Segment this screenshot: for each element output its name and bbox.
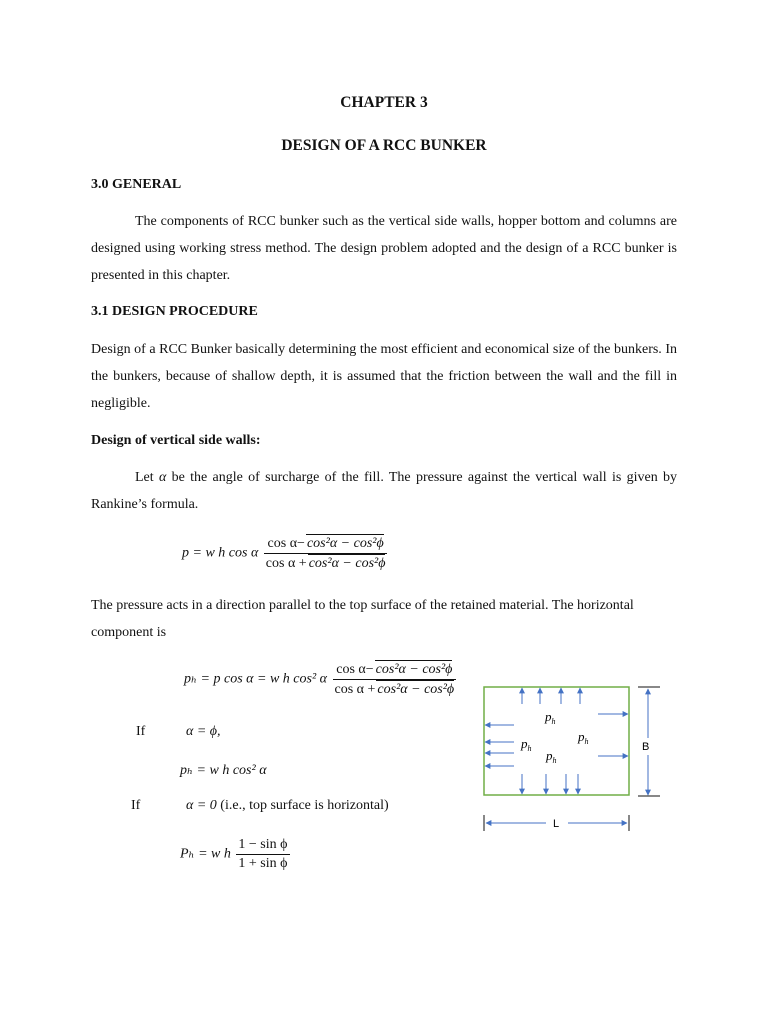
eq3-lhs: Pₕ = w h [180,846,231,862]
subheading-vertical-walls: Design of vertical side walls: [91,433,261,448]
paragraph-walls [91,464,677,518]
eq1-lhs: p = w h cos α [182,545,259,561]
case2-if: If [131,798,141,813]
case1-result: pₕ = w h cos² α [180,763,267,778]
section-heading-general: 3.0 GENERAL [91,177,182,192]
eq1-numerator: cos α− cos²α − cos²ϕ [264,534,388,554]
eq3-denominator: 1 + sin ϕ [238,856,288,871]
eq2-fraction [333,660,457,699]
dimension-ticks [484,687,660,831]
bunker-pressure-diagram [470,678,670,838]
case2-condition: α = 0 (i.e., top surface is horizontal) [186,798,389,813]
eq1-denominator: cos α + cos²α − cos²ϕ [265,556,386,571]
bunker-outline [484,687,629,795]
eq3-numerator: 1 − sin ϕ [236,836,289,855]
document-title: DESIGN OF A RCC BUNKER [281,137,487,154]
paragraph-general: The components of RCC bunker such as the vertical side walls, hopper bottom and columns are designed using working stress method. The design problem adopted and the design of a RCC bunker is presented in this chapter. [91,214,677,283]
label-l: L [553,818,560,830]
chapter-title: CHAPTER 3 [340,94,428,111]
walls-text-b: be the angle of surcharge of the fill. The pressure against the vertical wall is given by Rankine’s formula. [91,470,677,512]
eq2-numerator: cos α− cos²α − cos²ϕ [333,660,457,680]
pressure-arrows [485,688,648,823]
case1-condition: α = ϕ, [186,724,221,739]
eq2-denominator: cos α + cos²α − cos²ϕ [334,682,455,697]
alpha-symbol: α [158,470,167,485]
case1-if: If [136,724,146,739]
paragraph-procedure: Design of a RCC Bunker basically determining the most efficient and economical size of the bunkers. In the bunkers, because of shallow depth, it is assumed that the friction between the wall and the fill in negligible. [91,342,677,411]
label-ph-right: $p_h$ [578,729,589,746]
eq1-fraction [264,534,388,573]
equation-rankine [182,534,387,573]
label-ph-top: $p_h$ [545,709,556,726]
label-ph-bottom: $p_h$ [546,748,557,765]
equation-horizontal-component [184,660,456,699]
label-ph-left: $p_h$ [521,736,532,753]
equation-case3 [180,836,290,873]
eq2-lhs: pₕ = p cos α = w h cos² α [184,671,328,687]
eq3-fraction [236,836,289,873]
section-heading-procedure: 3.1 DESIGN PROCEDURE [91,304,258,319]
label-b: B [642,741,650,753]
walls-text-a: Let [135,470,159,485]
paragraph-pressure: The pressure acts in a direction parallel to the top surface of the retained material. The horizontal component is [91,598,634,640]
